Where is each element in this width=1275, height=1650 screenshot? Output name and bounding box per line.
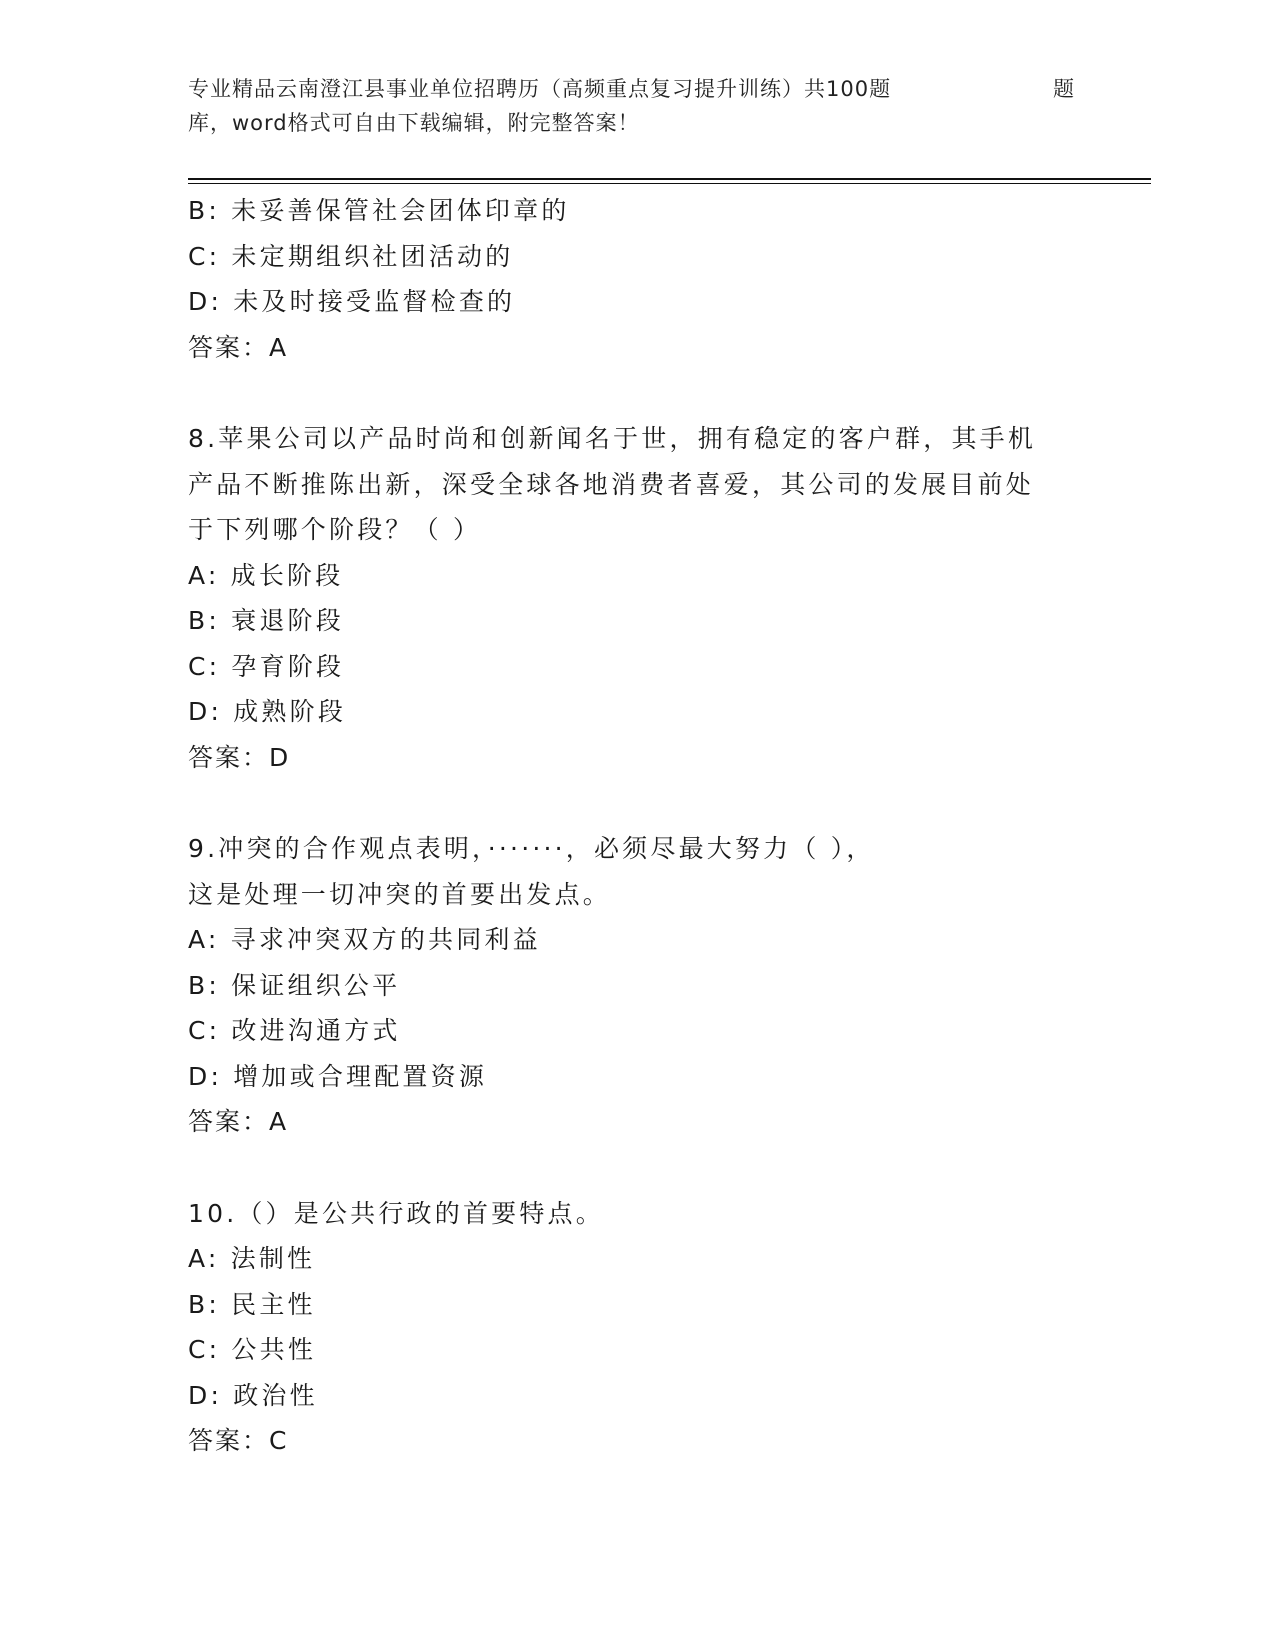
question-7 [188,188,1088,370]
header-title-tail: 题 [1053,77,1075,101]
question-8 [188,416,1088,780]
header-divider-thick [188,178,1151,180]
question-stem-line: 10.（）是公共行政的首要特点。 [188,1198,604,1228]
header-line-1 [188,72,1088,106]
question-9 [188,826,1088,1145]
answer-line: 答案：D [188,742,291,772]
option-d: D: 政治性 [188,1380,318,1410]
question-stem-line: 9.冲突的合作观点表明，·······，必须尽最大努力（ ）， [188,834,875,863]
question-stem-line: 8.苹果公司以产品时尚和创新闻名于世，拥有稳定的客户群，其手机 [188,424,1037,453]
header-title: 专业精品云南澄江县事业单位招聘历（高频重点复习提升训练）共100题 [188,77,892,101]
header-divider-thin [188,183,1151,184]
answer-line: 答案：C [188,1426,289,1455]
option-a: A: 成长阶段 [188,560,344,590]
question-spacer [188,370,1088,416]
question-stem-line: 这是处理一切冲突的首要出发点。 [188,879,612,909]
question-stem-line: 产品不断推陈出新，深受全球各地消费者喜爱，其公司的发展目前处 [188,469,1035,499]
option-c: C: 改进沟通方式 [188,1016,401,1045]
question-10 [188,1191,1088,1464]
option-b: B: 衰退阶段 [188,606,344,635]
document-header [188,72,1088,140]
answer-line: 答案：A [188,1107,289,1136]
option-d: D: 未及时接受监督检查的 [188,287,516,316]
question-stem-line: 于下列哪个阶段？（ ） [188,515,482,544]
option-b: B: 未妥善保管社会团体印章的 [188,196,570,225]
document-body [188,188,1088,1464]
option-b: B: 民主性 [188,1289,316,1319]
option-c: C: 公共性 [188,1335,317,1364]
question-spacer [188,1145,1088,1191]
answer-line: 答案：A [188,332,289,362]
option-c: C: 孕育阶段 [188,651,345,681]
option-c: C: 未定期组织社团活动的 [188,241,514,271]
option-d: D: 增加或合理配置资源 [188,1061,488,1091]
option-d: D: 成熟阶段 [188,697,347,726]
option-a: A: 寻求冲突双方的共同利益 [188,925,541,954]
question-spacer [188,780,1088,826]
option-b: B: 保证组织公平 [188,970,401,1000]
option-a: A: 法制性 [188,1244,316,1273]
header-line-2: 库，word格式可自由下载编辑，附完整答案！ [188,111,640,135]
